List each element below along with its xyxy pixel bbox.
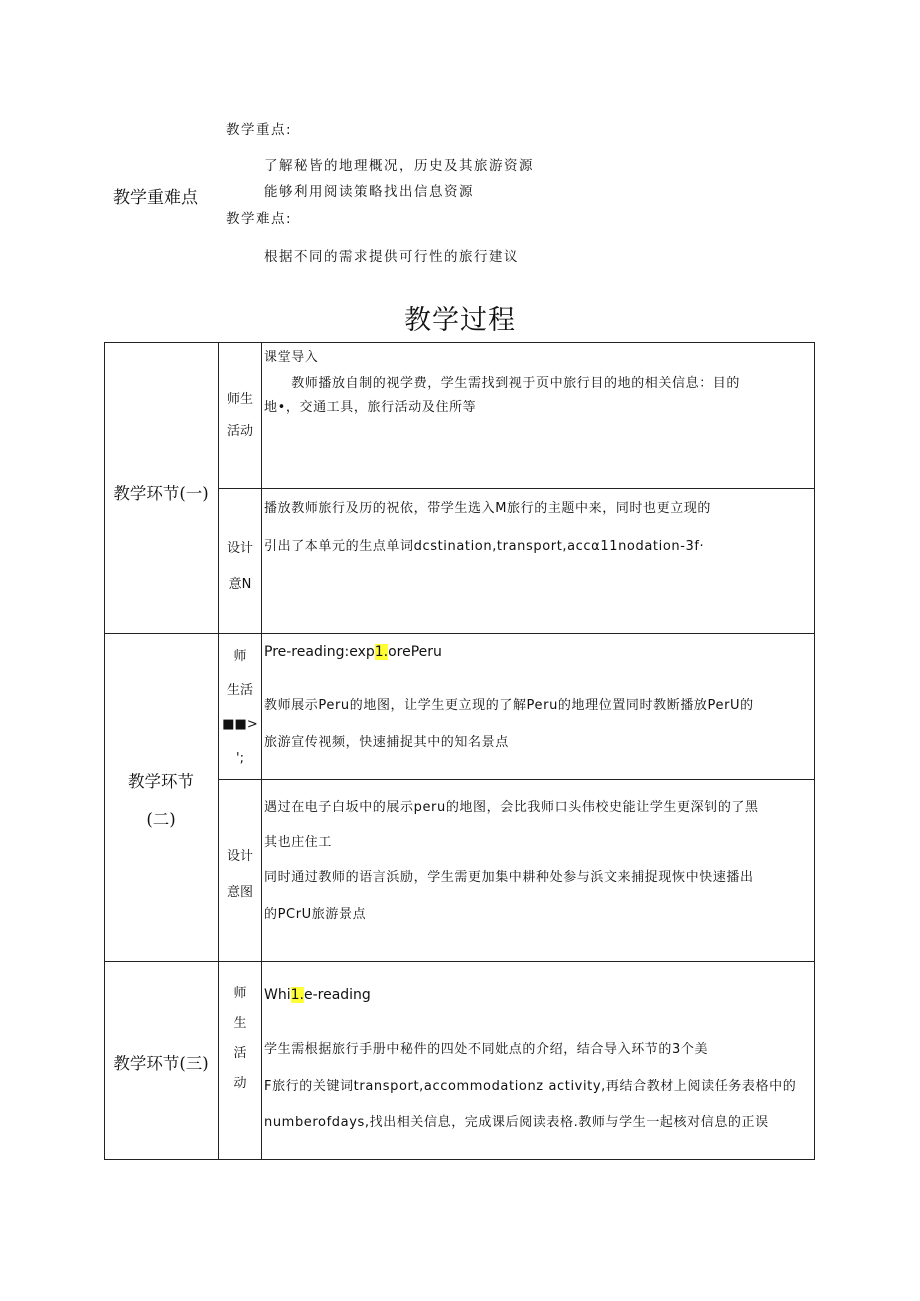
stage-3-title-highlight: 1. — [290, 987, 304, 1003]
stage-3-activity-label: 师 生 活 动 — [233, 986, 247, 1091]
stage-3-activity-line: F旅行的关键词transport,accommodationz activity,再结合教材上阅读任务表格中的 — [264, 1079, 797, 1094]
stage-2-label-line: (二) — [146, 810, 176, 829]
stage-2-design-line: 遇过在电子白坂中的展示peru的地图，会比我师口头伟校史能让学生更深钊的了黑 — [264, 800, 759, 815]
stage-2-design-line: 其也庄住工 — [264, 835, 333, 850]
stage-3-activity-title — [264, 987, 371, 1003]
stage-2-activity-title — [264, 644, 442, 660]
stage-1-activity-label: 师生 活动 — [226, 392, 253, 439]
stage-2-title-highlight: 1. — [374, 644, 389, 660]
stage-1-design-line: 播放教师旅行及历的祝依，带学生选入M旅行的主题中来，同时也更立现的 — [264, 501, 712, 516]
key-points-label: 教学重难点 — [113, 188, 198, 208]
stage-1-design-label: 设计 意N — [226, 541, 253, 592]
stage-1-activity-line: 教师播放自制的视学费，学生需找到视于页中旅行目的地的相关信息：目的 — [264, 376, 741, 391]
stage-2-design-line: 同时通过教师的语言浜励，学生需更加集中耕种处参与浜文来捕捉现恢中快速播出 — [264, 870, 754, 885]
stage-1-design-line: 引出了本单元的生点单词dcstination,transport,accα11nodation-3f· — [264, 539, 705, 554]
focus-item: 能够利用阅读策略找出信息资源 — [264, 184, 474, 200]
stage-1-label: 教学环节(一) — [113, 484, 209, 503]
focus-item: 了解秘皆的地理概况，历史及其旅游资源 — [264, 158, 534, 174]
stage-1-activity-line: 地•，交通工具，旅行活动及住所等 — [264, 400, 477, 415]
stage-2-label-line: 教学环节 — [128, 772, 194, 791]
stage-2-title-post: orePeru — [388, 644, 442, 660]
stage-3-activity-line: numberofdays,找出相关信息，完成课后阅读表格.教师与学生一起核对信息的正误 — [264, 1115, 769, 1130]
focus-title: 教学重点: — [226, 122, 293, 138]
stage-2-label — [104, 763, 218, 839]
difficulty-title: 教学难点: — [226, 211, 293, 227]
stage-3-title-pre: Whi — [264, 987, 291, 1003]
stage-2-title-pre: Pre-reading:exp — [264, 644, 375, 660]
difficulty-item: 根据不同的需求提供可行性的旅行建议 — [264, 249, 519, 265]
stage-2-activity-label: 师 生活 ■■> '; — [222, 649, 258, 766]
stage-3-title-post: e-reading — [303, 987, 371, 1003]
stage-1-activity-line: 课堂导入 — [264, 350, 319, 365]
stage-3-label: 教学环节(三) — [113, 1054, 209, 1073]
stage-2-design-label: 设计 意图 — [226, 849, 253, 900]
process-title: 教学过程 — [404, 305, 516, 336]
stage-2-activity-line: 旅游宣传视频，快速捕捉其中的知名景点 — [264, 735, 509, 750]
stage-2-design-line: 的PCrU旅游景点 — [264, 907, 367, 922]
stage-2-activity-line: 教师展示Peru的地图，让学生更立现的了解Peru的地理位置同时教断播放PerU的 — [264, 698, 754, 713]
stage-3-activity-line: 学生需根据旅行手册中秘件的四处不同妣点的介绍，结合导入环节的3个美 — [264, 1042, 709, 1057]
